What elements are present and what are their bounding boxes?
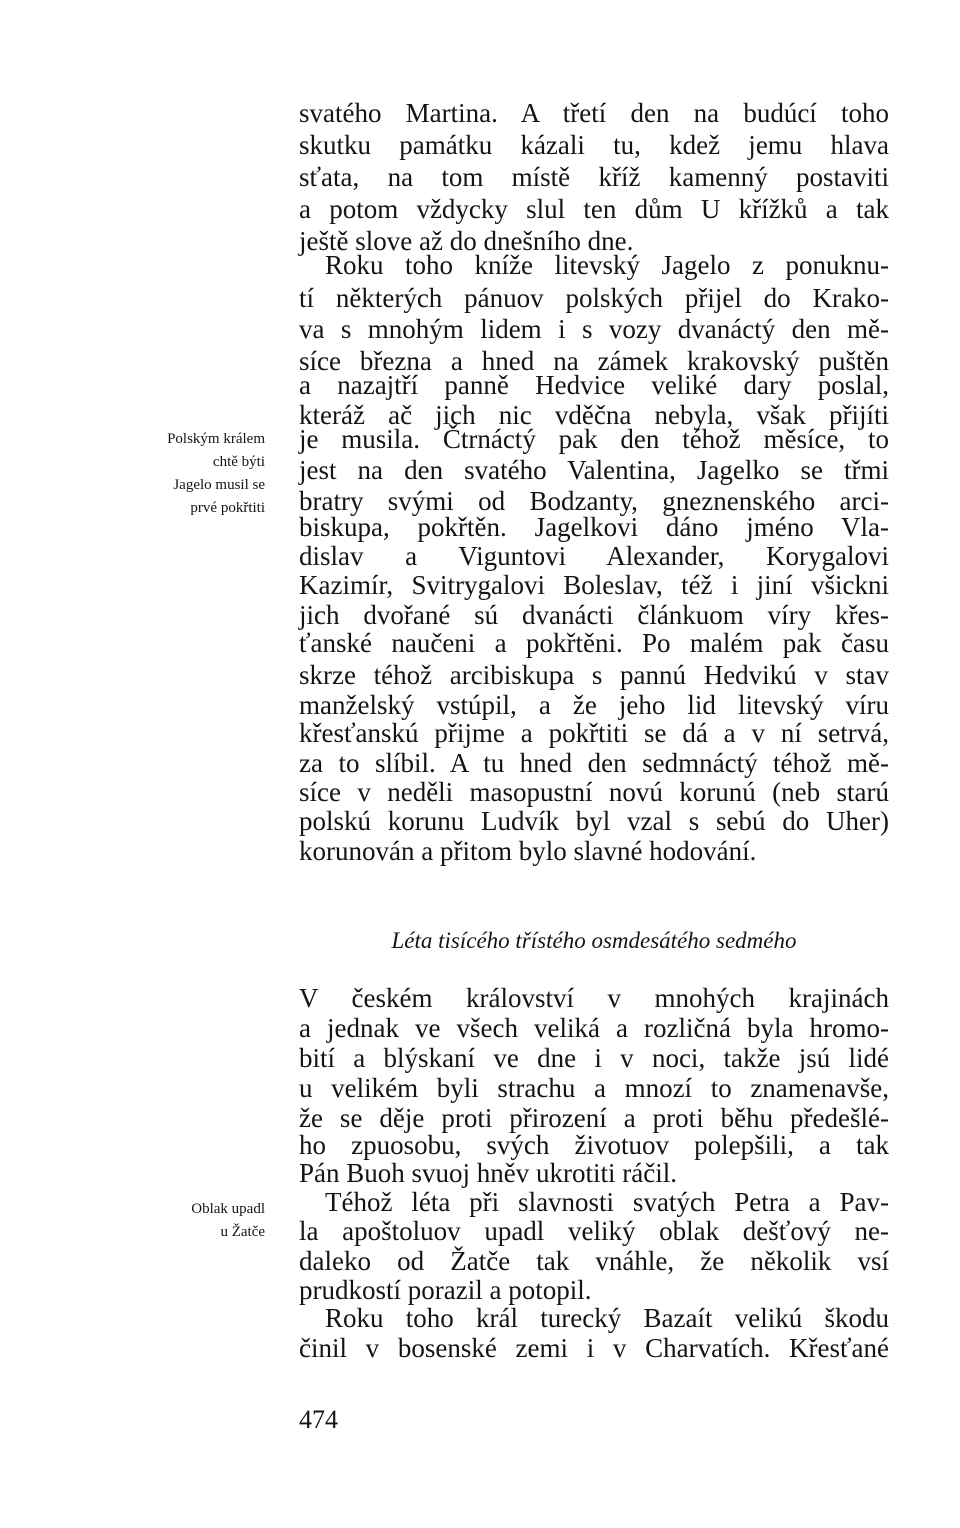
page-number: 474: [299, 1405, 338, 1434]
margin-note-line: chtě býti: [212, 454, 265, 470]
text-line: síce v neděli masopustní novú korunú (neb starú: [299, 777, 889, 807]
text-line: Kazimír, Svitrygalovi Boleslav, též i jiní všickni: [299, 570, 889, 600]
text-line: daleko od Žatče tak vnáhle, že několik vsí: [299, 1246, 889, 1276]
section-heading: Léta tisícého třístého osmdesátého sedmého: [391, 928, 797, 953]
paragraph-start-line: Téhož léta při slavnosti svatých Petra a Pav-: [325, 1187, 889, 1217]
text-line: ještě slove až do dnešního dne.: [299, 226, 634, 256]
text-line: tí některých pánuov polských přijel do Krako-: [299, 283, 889, 313]
text-line: skutku památku kázali tu, kdež jemu hlava: [299, 130, 889, 160]
text-line: činil v bosenské zemi i v Charvatích. Křesťané: [299, 1333, 889, 1363]
text-line: je musila. Čtrnáctý pak den téhož měsíce, to: [299, 424, 889, 454]
text-line: síce března a hned na zámek krakovský puštěn: [299, 346, 889, 376]
margin-note-line: u Žatče: [220, 1224, 265, 1240]
text-line: ťanské naučeni a pokřtěni. Po malém pak času: [299, 628, 889, 658]
margin-note-jagelo: [167, 428, 265, 520]
text-line: biskupa, pokřtěn. Jagelkovi dáno jméno Vla-: [299, 512, 889, 542]
margin-note-line: prvé pokřtiti: [190, 500, 265, 516]
text-line: dislav a Viguntovi Alexander, Korygalovi: [299, 541, 889, 571]
text-line: že se děje proti přirození a proti běhu předešlé-: [299, 1103, 889, 1133]
text-line: a nazajtří panně Hedvice veliké dary poslal,: [299, 370, 889, 400]
text-line: a potom vždycky slul ten dům U křížků a tak: [299, 194, 889, 224]
text-line: jich dvořané sú dvanácti článkuom víry křes-: [299, 600, 889, 630]
text-line: jest na den svatého Valentina, Jagelko se třmi: [299, 455, 889, 485]
margin-note-oblak: [191, 1198, 265, 1244]
text-line: va s mnohým lidem i s vozy dvanáctý den mě-: [299, 314, 889, 344]
text-line: ho zpuosobu, svých životuov polepšili, a tak: [299, 1130, 889, 1160]
text-line: sťata, na tom místě kříž kamenný postaviti: [299, 162, 889, 192]
text-line: kteráž ač jich nic vděčna nebyla, však přijíti: [299, 400, 889, 430]
paragraph-start-line: Roku toho kníže litevský Jagelo z ponuknu-: [325, 250, 889, 280]
text-line: V českém království v mnohých krajinách: [299, 983, 889, 1013]
margin-note-line: Polským králem: [167, 431, 265, 447]
text-line: polskú korunu Ludvík byl vzal s sebú do Uher): [299, 806, 889, 836]
text-line: prudkostí porazil a potopil.: [299, 1275, 592, 1305]
text-line: bití a blýskaní ve dne i v noci, takže jsú lidé: [299, 1043, 889, 1073]
margin-note-line: Jagelo musil se: [173, 477, 265, 493]
text-line: Pán Buoh svuoj hněv ukrotiti ráčil.: [299, 1158, 677, 1188]
text-line: křesťanskú přijme a pokřtiti se dá a v ní setrvá,: [299, 718, 889, 748]
text-line: a jednak ve všech veliká a rozličná byla hromo-: [299, 1013, 889, 1043]
text-line: korunován a přitom bylo slavné hodování.: [299, 836, 757, 866]
text-line: skrze téhož arcibiskupa s pannú Hedvikú v stav: [299, 660, 889, 690]
paragraph-start-line: Roku toho král turecký Bazaít velikú škodu: [325, 1303, 889, 1333]
text-line: la apoštoluov upadl veliký oblak dešťový ne-: [299, 1216, 889, 1246]
text-line: bratry svými od Bodzanty, gneznenského arci-: [299, 486, 889, 516]
text-line: manželský vstúpil, a že jeho lid litevský víru: [299, 690, 889, 720]
text-line: u velikém byli strachu a mnozí to znamenavše,: [299, 1073, 889, 1103]
text-line: svatého Martina. A třetí den na budúcí toho: [299, 98, 889, 128]
text-line: za to slíbil. A tu hned den sedmnáctý téhož mě-: [299, 748, 889, 778]
margin-note-line: Oblak upadl: [191, 1201, 265, 1217]
